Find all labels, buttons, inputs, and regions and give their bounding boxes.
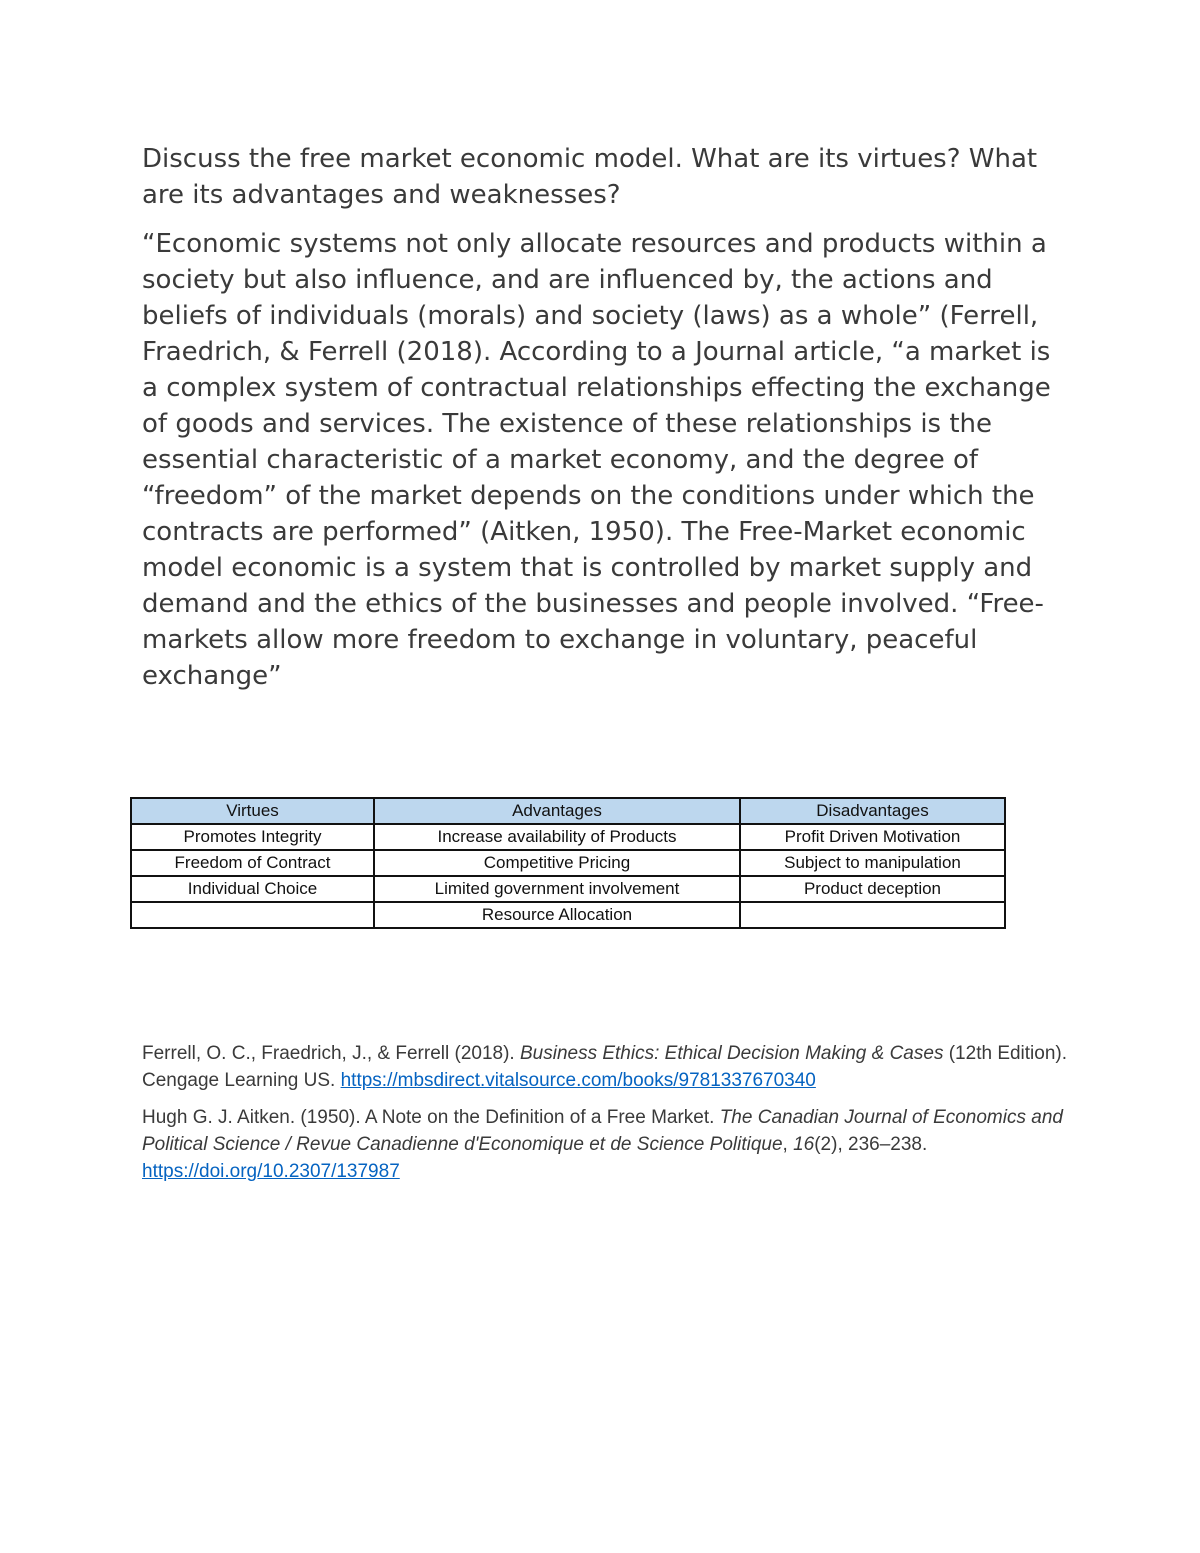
table-row	[131, 824, 1005, 850]
virtues-advantages-table	[130, 797, 1006, 929]
table-cell	[740, 902, 1005, 928]
table-cell: Freedom of Contract	[131, 850, 374, 876]
reference-authors: Ferrell, O. C., Fraedrich, J., & Ferrell (2018).	[142, 1043, 520, 1064]
table-row	[131, 876, 1005, 902]
table-cell: Competitive Pricing	[374, 850, 740, 876]
reference-ferrell	[142, 1040, 1072, 1094]
reference-link[interactable]: https://doi.org/10.2307/137987	[142, 1161, 400, 1182]
reference-publisher: (12th Edition). Cengage Learning US.	[142, 1043, 1068, 1091]
reference-aitken	[142, 1104, 1072, 1185]
table-cell: Profit Driven Motivation	[740, 824, 1005, 850]
table-row	[131, 902, 1005, 928]
question-heading: Discuss the free market economic model. What are its virtues? What are its advantages and weaknesses?	[142, 144, 1038, 210]
reference-book-title: Business Ethics: Ethical Decision Making & Cases	[519, 1043, 944, 1064]
table-row	[131, 850, 1005, 876]
table-cell: Resource Allocation	[374, 902, 740, 928]
reference-link[interactable]: https://mbsdirect.vitalsource.com/books/9781337670340	[340, 1070, 816, 1091]
reference-issue-pages: (2), 236–238.	[814, 1134, 928, 1155]
table-cell: Increase availability of Products	[374, 824, 740, 850]
reference-authors: Hugh G. J. Aitken. (1950). A Note on the Definition of a Free Market.	[142, 1107, 720, 1128]
table-cell: Limited government involvement	[374, 876, 740, 902]
reference-journal: The Canadian Journal of Economics and Political Science / Revue Canadienne d'Economique et de Science Politique	[142, 1107, 1063, 1155]
essay-paragraph: “Economic systems not only allocate resources and products within a society but also influence, and are influenced by, the actions and beliefs of individuals (morals) and society (laws) as a whole” (Ferrell, Fraedrich, & Ferrell (2018). According to a Journal article, “a market is a complex system of contractual relationships effecting the exchange of goods and services. The existence of these relationships is the essential characteristic of a market economy, and the degree of “freedom” of the market depends on the conditions under which the contracts are performed” (Aitken, 1950). The Free-Market economic model economic is a system that is controlled by market supply and demand and the ethics of the businesses and people involved. “Free-markets allow more freedom to exchange in voluntary, peaceful exchange”	[142, 229, 1051, 691]
header-virtues: Virtues	[131, 798, 374, 824]
header-advantages: Advantages	[374, 798, 740, 824]
table-cell	[131, 902, 374, 928]
references-section	[142, 1040, 1072, 1185]
table-cell: Product deception	[740, 876, 1005, 902]
reference-volume: 16	[793, 1134, 815, 1155]
table-header-row	[131, 798, 1005, 824]
table-cell: Subject to manipulation	[740, 850, 1005, 876]
table-cell: Promotes Integrity	[131, 824, 374, 850]
table-cell: Individual Choice	[131, 876, 374, 902]
reference-separator: ,	[782, 1134, 794, 1155]
header-disadvantages: Disadvantages	[740, 798, 1005, 824]
